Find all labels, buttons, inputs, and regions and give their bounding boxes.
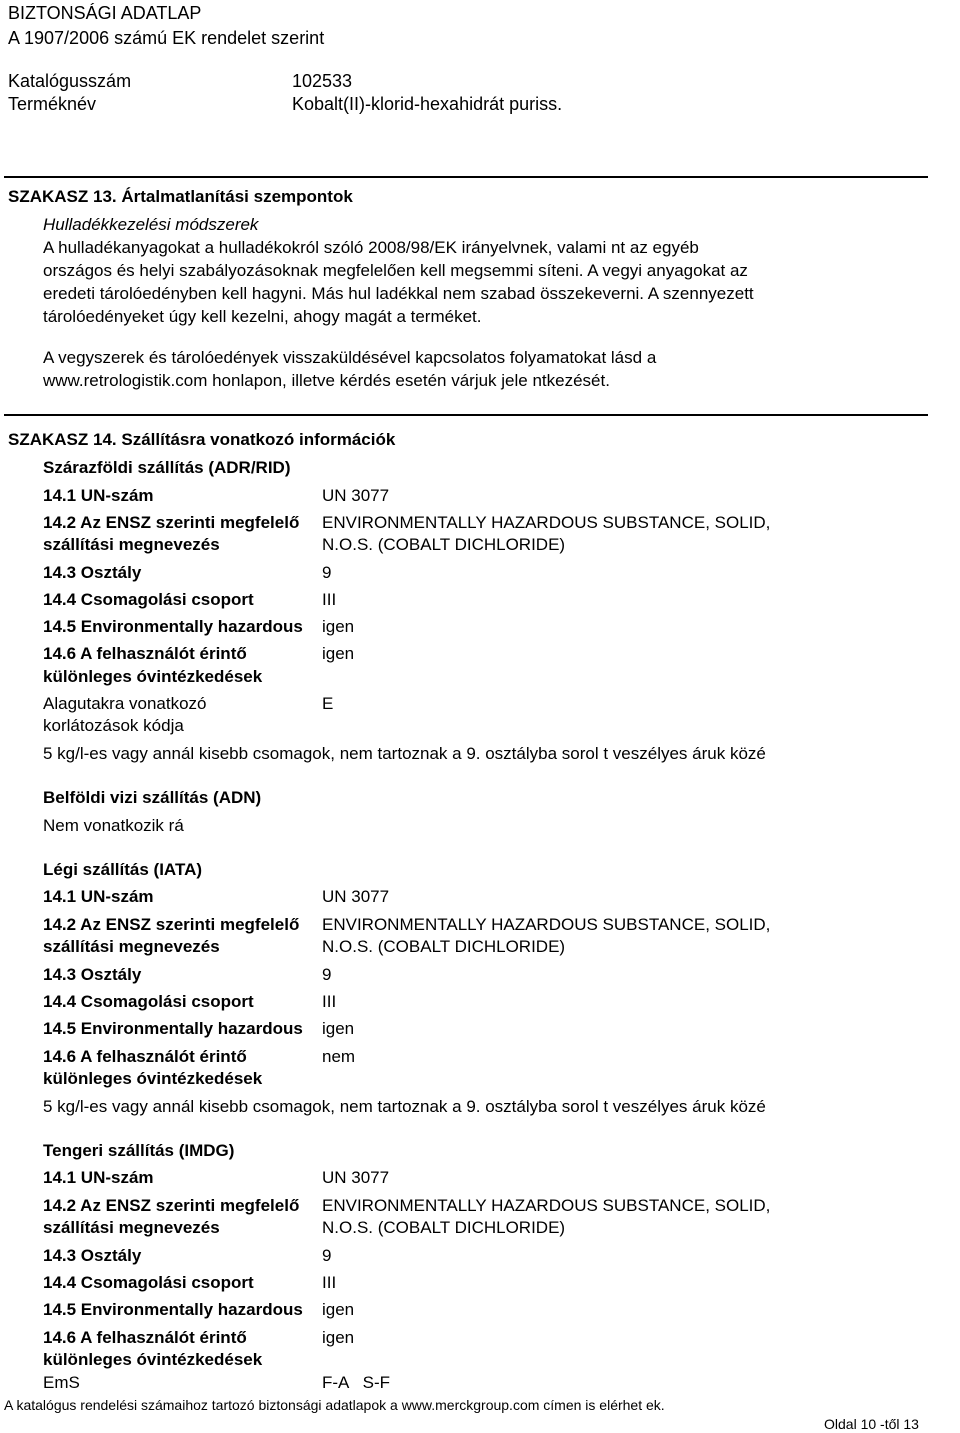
iata-heading: Légi szállítás (IATA) — [43, 860, 203, 879]
adr-pg-value: III — [322, 590, 337, 609]
imdg-pg-value: III — [322, 1273, 337, 1292]
iata-precaution-label: 14.6 A felhasználót érintő — [43, 1047, 247, 1066]
catalog-value: 102533 — [292, 71, 353, 91]
adn-heading: Belföldi vizi szállítás (ADN) — [43, 788, 262, 807]
adr-name-label: 14.2 Az ENSZ szerinti megfelelő — [43, 513, 300, 532]
adr-name-label: szállítási megnevezés — [43, 535, 220, 554]
imdg-env-label: 14.5 Environmentally hazardous — [43, 1300, 303, 1319]
adr-name-value: N.O.S. (COBALT DICHLORIDE) — [322, 535, 566, 554]
iata-un-label: 14.1 UN-szám — [43, 887, 154, 906]
imdg-precaution-label: 14.6 A felhasználót érintő — [43, 1328, 247, 1347]
iata-un-value: UN 3077 — [322, 887, 390, 906]
section13-text-line: országos és helyi szabályozásoknak megfelelően kell megsemmi síteni. A vegyi anyagokat az — [43, 261, 748, 280]
page-number: Oldal 10 -től 13 — [824, 1416, 919, 1432]
iata-precaution-label: különleges óvintézkedések — [43, 1069, 263, 1088]
iata-name-label: szállítási megnevezés — [43, 937, 220, 956]
adr-class-label: 14.3 Osztály — [43, 563, 142, 582]
regulation-line: A 1907/2006 számú EK rendelet szerint — [8, 28, 325, 48]
section13-subtitle: Hulladékkezelési módszerek — [43, 215, 259, 234]
section13-text-line: A hulladékanyagokat a hulladékokról szóló 2008/98/EK irányelvnek, valami nt az egyéb — [43, 238, 699, 257]
iata-pg-label: 14.4 Csomagolási csoport — [43, 992, 254, 1011]
imdg-ems-value: F-A S-F — [322, 1373, 390, 1392]
product-value: Kobalt(II)-klorid-hexahidrát puriss. — [292, 94, 563, 114]
imdg-un-label: 14.1 UN-szám — [43, 1168, 154, 1187]
product-label: Terméknév — [8, 94, 97, 114]
imdg-un-value: UN 3077 — [322, 1168, 390, 1187]
imdg-name-value: N.O.S. (COBALT DICHLORIDE) — [322, 1218, 566, 1237]
adr-precaution-value: igen — [322, 644, 355, 663]
imdg-name-label: 14.2 Az ENSZ szerinti megfelelő — [43, 1196, 300, 1215]
iata-env-value: igen — [322, 1019, 355, 1038]
section13-text-line: A vegyszerek és tárolóedények visszaküldésével kapcsolatos folyamatokat lásd a — [43, 348, 657, 367]
iata-pg-value: III — [322, 992, 337, 1011]
iata-class-label: 14.3 Osztály — [43, 965, 142, 984]
imdg-env-value: igen — [322, 1300, 355, 1319]
imdg-class-label: 14.3 Osztály — [43, 1246, 142, 1265]
imdg-precaution-label: különleges óvintézkedések — [43, 1350, 263, 1369]
adr-heading: Szárazföldi szállítás (ADR/RID) — [43, 458, 291, 477]
imdg-name-label: szállítási megnevezés — [43, 1218, 220, 1237]
catalog-label: Katalógusszám — [8, 71, 132, 91]
adr-un-value: UN 3077 — [322, 486, 390, 505]
adr-precaution-label: 14.6 A felhasználót érintő — [43, 644, 247, 663]
adr-precaution-label: különleges óvintézkedések — [43, 667, 263, 686]
section-divider — [4, 176, 928, 178]
adr-un-label: 14.1 UN-szám — [43, 486, 154, 505]
adr-env-label: 14.5 Environmentally hazardous — [43, 617, 303, 636]
imdg-class-value: 9 — [322, 1246, 332, 1265]
adn-text: Nem vonatkozik rá — [43, 816, 184, 835]
adr-tunnel-label: Alagutakra vonatkozó — [43, 694, 207, 713]
section13-title: SZAKASZ 13. Ártalmatlanítási szempontok — [8, 187, 353, 206]
iata-env-label: 14.5 Environmentally hazardous — [43, 1019, 303, 1038]
section-divider — [4, 414, 928, 416]
section13-text-line: eredeti tárolóedényben kell hagyni. Más hul ladékkal nem szabad összekeverni. A szennyezett — [43, 284, 754, 303]
imdg-heading: Tengeri szállítás (IMDG) — [43, 1141, 235, 1160]
iata-name-value: ENVIRONMENTALLY HAZARDOUS SUBSTANCE, SOLID, — [322, 915, 771, 934]
adr-env-value: igen — [322, 617, 355, 636]
iata-class-value: 9 — [322, 965, 332, 984]
imdg-name-value: ENVIRONMENTALLY HAZARDOUS SUBSTANCE, SOLID, — [322, 1196, 771, 1215]
imdg-pg-label: 14.4 Csomagolási csoport — [43, 1273, 254, 1292]
imdg-ems-label: EmS — [43, 1373, 80, 1392]
adr-name-value: ENVIRONMENTALLY HAZARDOUS SUBSTANCE, SOLID, — [322, 513, 771, 532]
footer-text: A katalógus rendelési számaihoz tartozó biztonsági adatlapok a www.merckgroup.com címen is elérhet ek. — [4, 1397, 665, 1413]
adr-class-value: 9 — [322, 563, 332, 582]
adr-tunnel-label: korlátozások kódja — [43, 716, 184, 735]
adr-note: 5 kg/l-es vagy annál kisebb csomagok, nem tartoznak a 9. osztályba sorol t veszélyes áruk közé — [43, 744, 766, 763]
section13-text-line: www.retrologistik.com honlapon, illetve kérdés esetén várjuk jele ntkezését. — [43, 371, 610, 390]
section13-text-line: tárolóedényeket úgy kell kezelni, ahogy magát a terméket. — [43, 307, 482, 326]
adr-pg-label: 14.4 Csomagolási csoport — [43, 590, 254, 609]
document-title: BIZTONSÁGI ADATLAP — [8, 3, 202, 23]
iata-precaution-value: nem — [322, 1047, 356, 1066]
section14-title: SZAKASZ 14. Szállításra vonatkozó információk — [8, 430, 396, 449]
iata-note: 5 kg/l-es vagy annál kisebb csomagok, nem tartoznak a 9. osztályba sorol t veszélyes áruk közé — [43, 1097, 766, 1116]
iata-name-label: 14.2 Az ENSZ szerinti megfelelő — [43, 915, 300, 934]
imdg-precaution-value: igen — [322, 1328, 355, 1347]
adr-tunnel-value: E — [322, 694, 334, 713]
iata-name-value: N.O.S. (COBALT DICHLORIDE) — [322, 937, 566, 956]
